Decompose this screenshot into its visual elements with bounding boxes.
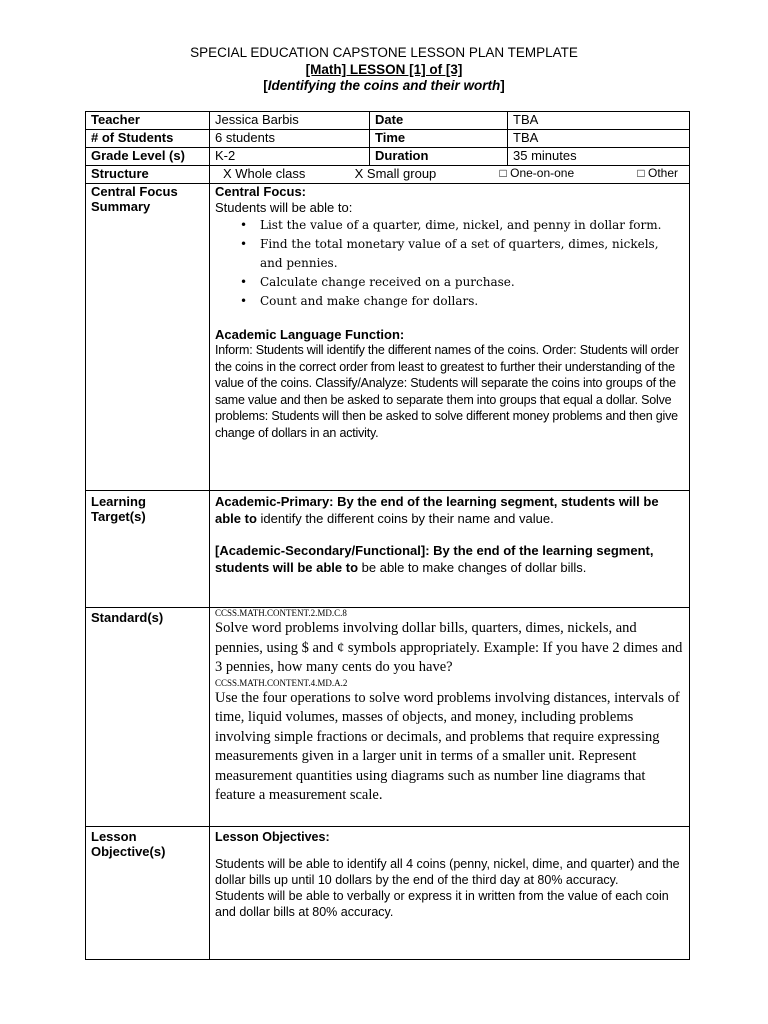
row-central-focus	[86, 184, 690, 491]
teacher-value: Jessica Barbis	[210, 112, 370, 130]
grade-value: K-2	[210, 148, 370, 166]
row-grade	[86, 148, 690, 166]
row-standards	[86, 608, 690, 827]
standards-label: Standard(s)	[86, 608, 210, 827]
target-secondary-lead: [Academic-Secondary/Functional]: By the end of the learning segment, students will be able to	[215, 543, 654, 575]
subtitle-open-bracket: [	[263, 78, 268, 93]
list-item: • Count and make change for dollars.	[260, 292, 684, 311]
structure-option: X Small group	[354, 166, 437, 181]
list-item: • Calculate change received on a purchase.	[260, 273, 684, 292]
target-primary	[215, 494, 684, 527]
central-focus-content	[210, 184, 690, 491]
grade-label: Grade Level (s)	[86, 148, 210, 166]
standard-text: Use the four operations to solve word problems involving distances, intervals of time, liquid volumes, masses of objects, and money, including problems involving simple fractions or decimals, and problems that require expressing measurements given in a larger unit in terms of a smaller unit. Represent measurement quantities using diagrams such as number line diagrams that feature a measurement scale.	[215, 689, 680, 803]
standard-code: CCSS.MATH.CONTENT.2.MD.C.8	[215, 608, 347, 618]
structure-option: □ One-on-one	[499, 166, 575, 180]
lesson-objectives-heading: Lesson Objectives:	[215, 830, 330, 844]
subtitle-text: Identifying the coins and their worth	[267, 78, 501, 93]
target-secondary	[215, 543, 684, 576]
date-label: Date	[370, 112, 508, 130]
date-value: TBA	[508, 112, 690, 130]
lesson-objectives-content	[210, 827, 690, 960]
duration-label: Duration	[370, 148, 508, 166]
target-secondary-text: be able to make changes of dollar bills.	[358, 559, 587, 575]
time-label: Time	[370, 130, 508, 148]
subtitle-close-bracket: ]	[500, 78, 505, 93]
central-focus-objectives	[215, 216, 684, 311]
lesson-objectives-label: Lesson Objective(s)	[86, 827, 210, 960]
students-label: # of Students	[86, 130, 210, 148]
central-focus-label: Central Focus Summary	[86, 184, 210, 491]
teacher-label: Teacher	[86, 112, 210, 130]
alf-text: Inform: Students will identify the different names of the coins. Order: Students will order the coins in the correct order from least to greatest to further their understanding of the value of the coins. Classify/Analyze: Students will separate the coins into groups of the same value and then be asked to separate them into groups that equal a dollar. Solve problems: Students will then be asked to solve different money problems and then give change of dollars in an activity.	[215, 343, 679, 440]
list-item: • Find the total monetary value of a set of quarters, dimes, nickels, and pennies.	[260, 235, 684, 273]
lesson-objective: Students will be able to identify all 4 coins (penny, nickel, dime, and quarter) and the dollar bills up until 10 dollars by the end of the third day at 80% accuracy.	[215, 857, 680, 887]
page-title: SPECIAL EDUCATION CAPSTONE LESSON PLAN TEMPLATE	[190, 45, 578, 60]
structure-option: X Whole class	[223, 166, 306, 181]
lesson-subtitle	[0, 78, 768, 94]
lesson-objective: Students will be able to verbally or express it in written from the value of each coin and dollar bills at 80% accuracy.	[215, 889, 669, 919]
structure-option: □ Other	[637, 166, 678, 180]
learning-targets-label: Learning Target(s)	[86, 491, 210, 608]
row-structure	[86, 166, 690, 184]
lesson-plan-table	[85, 111, 690, 960]
structure-label: Structure	[86, 166, 210, 184]
row-learning-targets	[86, 491, 690, 608]
row-teacher	[86, 112, 690, 130]
central-focus-heading: Central Focus:	[215, 184, 307, 199]
lesson-number: [Math] LESSON [1] of [3]	[305, 62, 463, 77]
alf-heading: Academic Language Function:	[215, 327, 405, 342]
row-lesson-objectives	[86, 827, 690, 960]
target-primary-text: identify the different coins by their name and value.	[256, 510, 554, 526]
standard-text: Solve word problems involving dollar bills, quarters, dimes, nickels, and pennies, using $ and ¢ symbols appropriately. Example: If you have 2 dimes and 3 pennies, how many cents do you have?	[215, 620, 683, 675]
structure-options	[210, 166, 690, 184]
standards-content	[210, 608, 690, 827]
time-value: TBA	[508, 130, 690, 148]
list-item: • List the value of a quarter, dime, nickel, and penny in dollar form.	[260, 216, 684, 235]
row-students	[86, 130, 690, 148]
students-value: 6 students	[210, 130, 370, 148]
target-primary-lead: Academic-Primary: By the end of the learning segment, students will be able to	[215, 494, 659, 526]
central-focus-intro: Students will be able to:	[215, 200, 353, 215]
learning-targets-content	[210, 491, 690, 608]
standard-code: CCSS.MATH.CONTENT.4.MD.A.2	[215, 677, 348, 688]
duration-value: 35 minutes	[508, 148, 690, 166]
